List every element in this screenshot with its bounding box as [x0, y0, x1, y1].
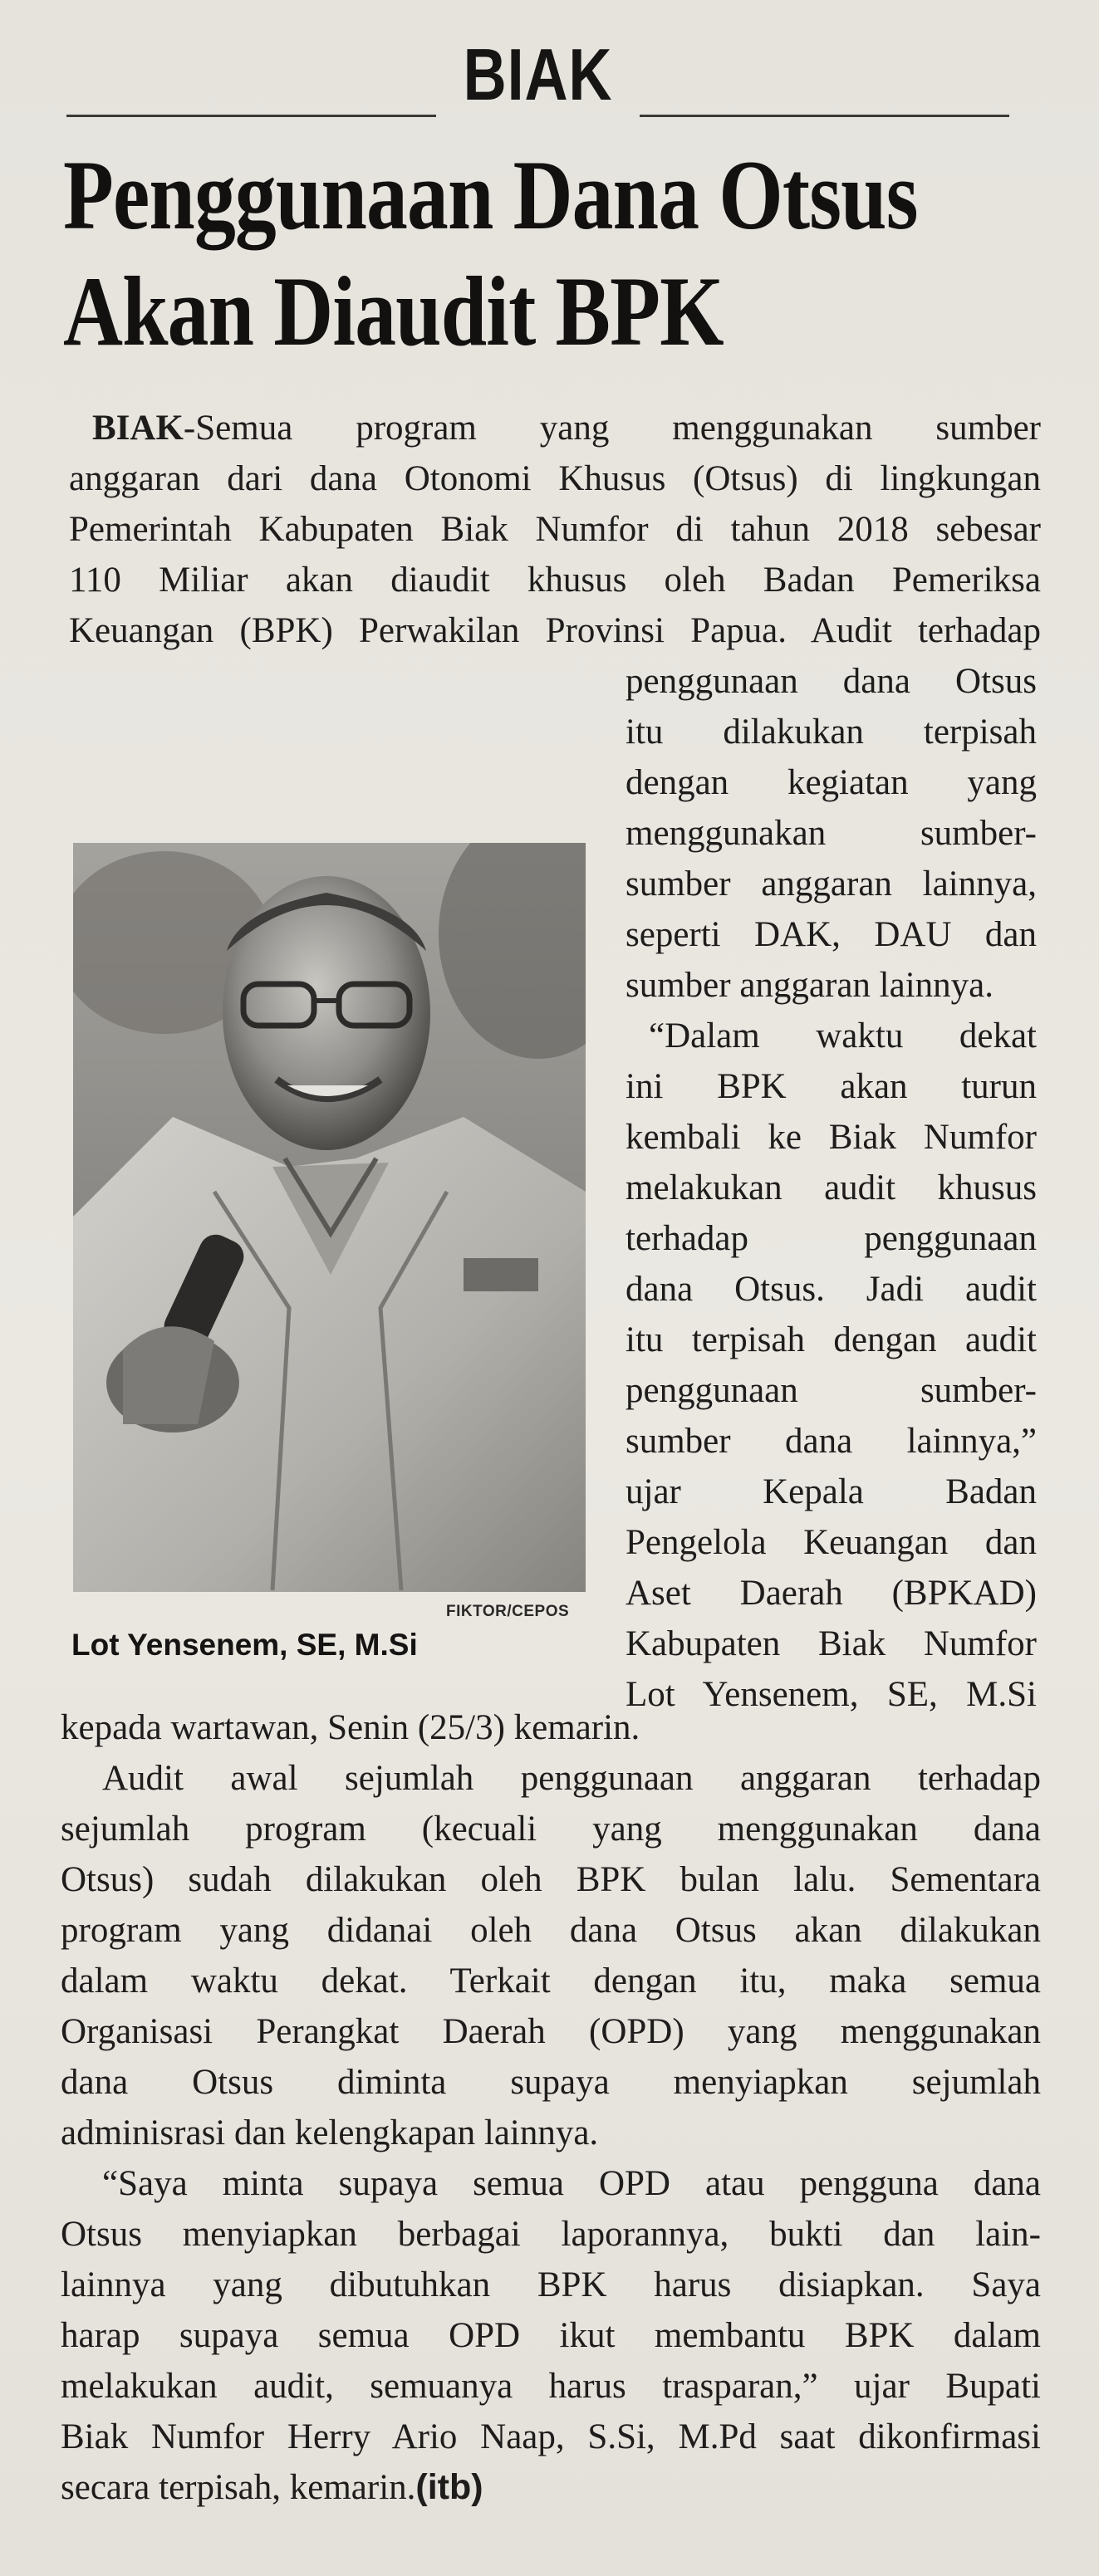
col-line: Kabupaten Biak Numfor — [626, 1624, 1037, 1663]
body-line: Keuangan (BPK) Perwakilan Provinsi Papua. Audit terhadap — [69, 611, 1041, 650]
col-line: “Dalam waktu dekat — [649, 1016, 1037, 1055]
col-line: terhadap penggunaan — [626, 1219, 1037, 1258]
body-line-final — [61, 2462, 1041, 2513]
side-column — [626, 656, 1037, 1720]
body-line: melakukan audit, semuanya harus trasparan,” ujar Bupati — [61, 2367, 1041, 2406]
section-title: BIAK — [463, 33, 613, 115]
body-line-text: -Semua program yang menggunakan sumber — [183, 409, 1041, 448]
section-rule-right — [640, 115, 1009, 117]
col-line: sumber anggaran lainnya, — [626, 864, 1037, 904]
portrait-photo — [73, 843, 586, 1592]
headline-line-1: Penggunaan Dana Otsus — [63, 140, 918, 250]
body-line: Otsus menyiapkan berbagai laporannya, bukti dan lain- — [61, 2215, 1041, 2254]
col-line: penggunaan sumber- — [626, 1371, 1037, 1410]
col-line: kembali ke Biak Numfor — [626, 1118, 1037, 1157]
body-line: sejumlah program (kecuali yang menggunakan dana — [61, 1810, 1041, 1849]
photo-caption: Lot Yensenem, SE, M.Si — [71, 1628, 418, 1662]
col-line: seperti DAK, DAU dan — [626, 915, 1037, 954]
col-line: melakukan audit khusus — [626, 1168, 1037, 1207]
col-line: Lot Yensenem, SE, M.Si — [626, 1675, 1037, 1714]
body-line: dalam waktu dekat. Terkait dengan itu, maka semua — [61, 1961, 1041, 2001]
col-line: dengan kegiatan yang — [626, 763, 1037, 802]
section-rule-left — [66, 115, 436, 117]
closing-paragraphs — [61, 1702, 1041, 2513]
body-line: adminisrasi dan kelengkapan lainnya. — [61, 2113, 599, 2152]
section-header — [66, 25, 1009, 116]
col-line: sumber dana lainnya,” — [626, 1422, 1037, 1461]
col-line: ujar Kepala Badan — [626, 1472, 1037, 1511]
headline-line-2: Akan Diaudit BPK — [63, 256, 724, 366]
col-line: penggunaan dana Otsus — [626, 662, 1037, 701]
body-line: program yang didanai oleh dana Otsus akan dilakukan — [61, 1911, 1041, 1950]
col-line: itu terpisah dengan audit — [626, 1320, 1037, 1359]
body-line: kepada wartawan, Senin (25/3) kemarin. — [61, 1708, 640, 1747]
portrait-illustration — [73, 843, 586, 1592]
body-line: dana Otsus diminta supaya menyiapkan sejumlah — [61, 2063, 1041, 2102]
col-line: itu dilakukan terpisah — [626, 713, 1037, 752]
body-line: anggaran dari dana Otonomi Khusus (Otsus) di lingkungan — [69, 459, 1041, 498]
body-line: harap supaya semua OPD ikut membantu BPK dalam — [61, 2316, 1041, 2355]
body-line: lainnya yang dibutuhkan BPK harus disiapkan. Saya — [61, 2265, 1041, 2304]
photo-credit: FIKTOR/CEPOS — [446, 1603, 570, 1620]
body-line-text: secara terpisah, kemarin. — [61, 2468, 416, 2507]
body-line: Otsus) sudah dilakukan oleh BPK bulan lalu. Sementara — [61, 1860, 1041, 1899]
col-line: dana Otsus. Jadi audit — [626, 1270, 1037, 1309]
body-line: “Saya minta supaya semua OPD atau pengguna dana — [102, 2164, 1041, 2203]
body-line: Biak Numfor Herry Ario Naap, S.Si, M.Pd saat dikonfirmasi — [61, 2417, 1041, 2456]
col-line: menggunakan sumber- — [626, 814, 1037, 853]
lead-paragraph — [69, 403, 1041, 656]
author-signoff: (itb) — [415, 2467, 483, 2507]
headline — [63, 137, 1043, 370]
body-line: Audit awal sejumlah penggunaan anggaran terhadap — [102, 1759, 1041, 1798]
col-line: Pengelola Keuangan dan — [626, 1523, 1037, 1562]
col-line: ini BPK akan turun — [626, 1067, 1037, 1106]
body-line: Pemerintah Kabupaten Biak Numfor di tahun 2018 sebesar — [69, 510, 1041, 549]
body-line: Organisasi Perangkat Daerah (OPD) yang menggunakan — [61, 2012, 1041, 2051]
col-line: Aset Daerah (BPKAD) — [626, 1574, 1037, 1613]
col-line: sumber anggaran lainnya. — [626, 966, 994, 1005]
body-line — [69, 403, 1041, 453]
body-line: 110 Miliar akan diaudit khusus oleh Badan Pemeriksa — [69, 561, 1041, 600]
dateline: BIAK — [92, 409, 184, 448]
